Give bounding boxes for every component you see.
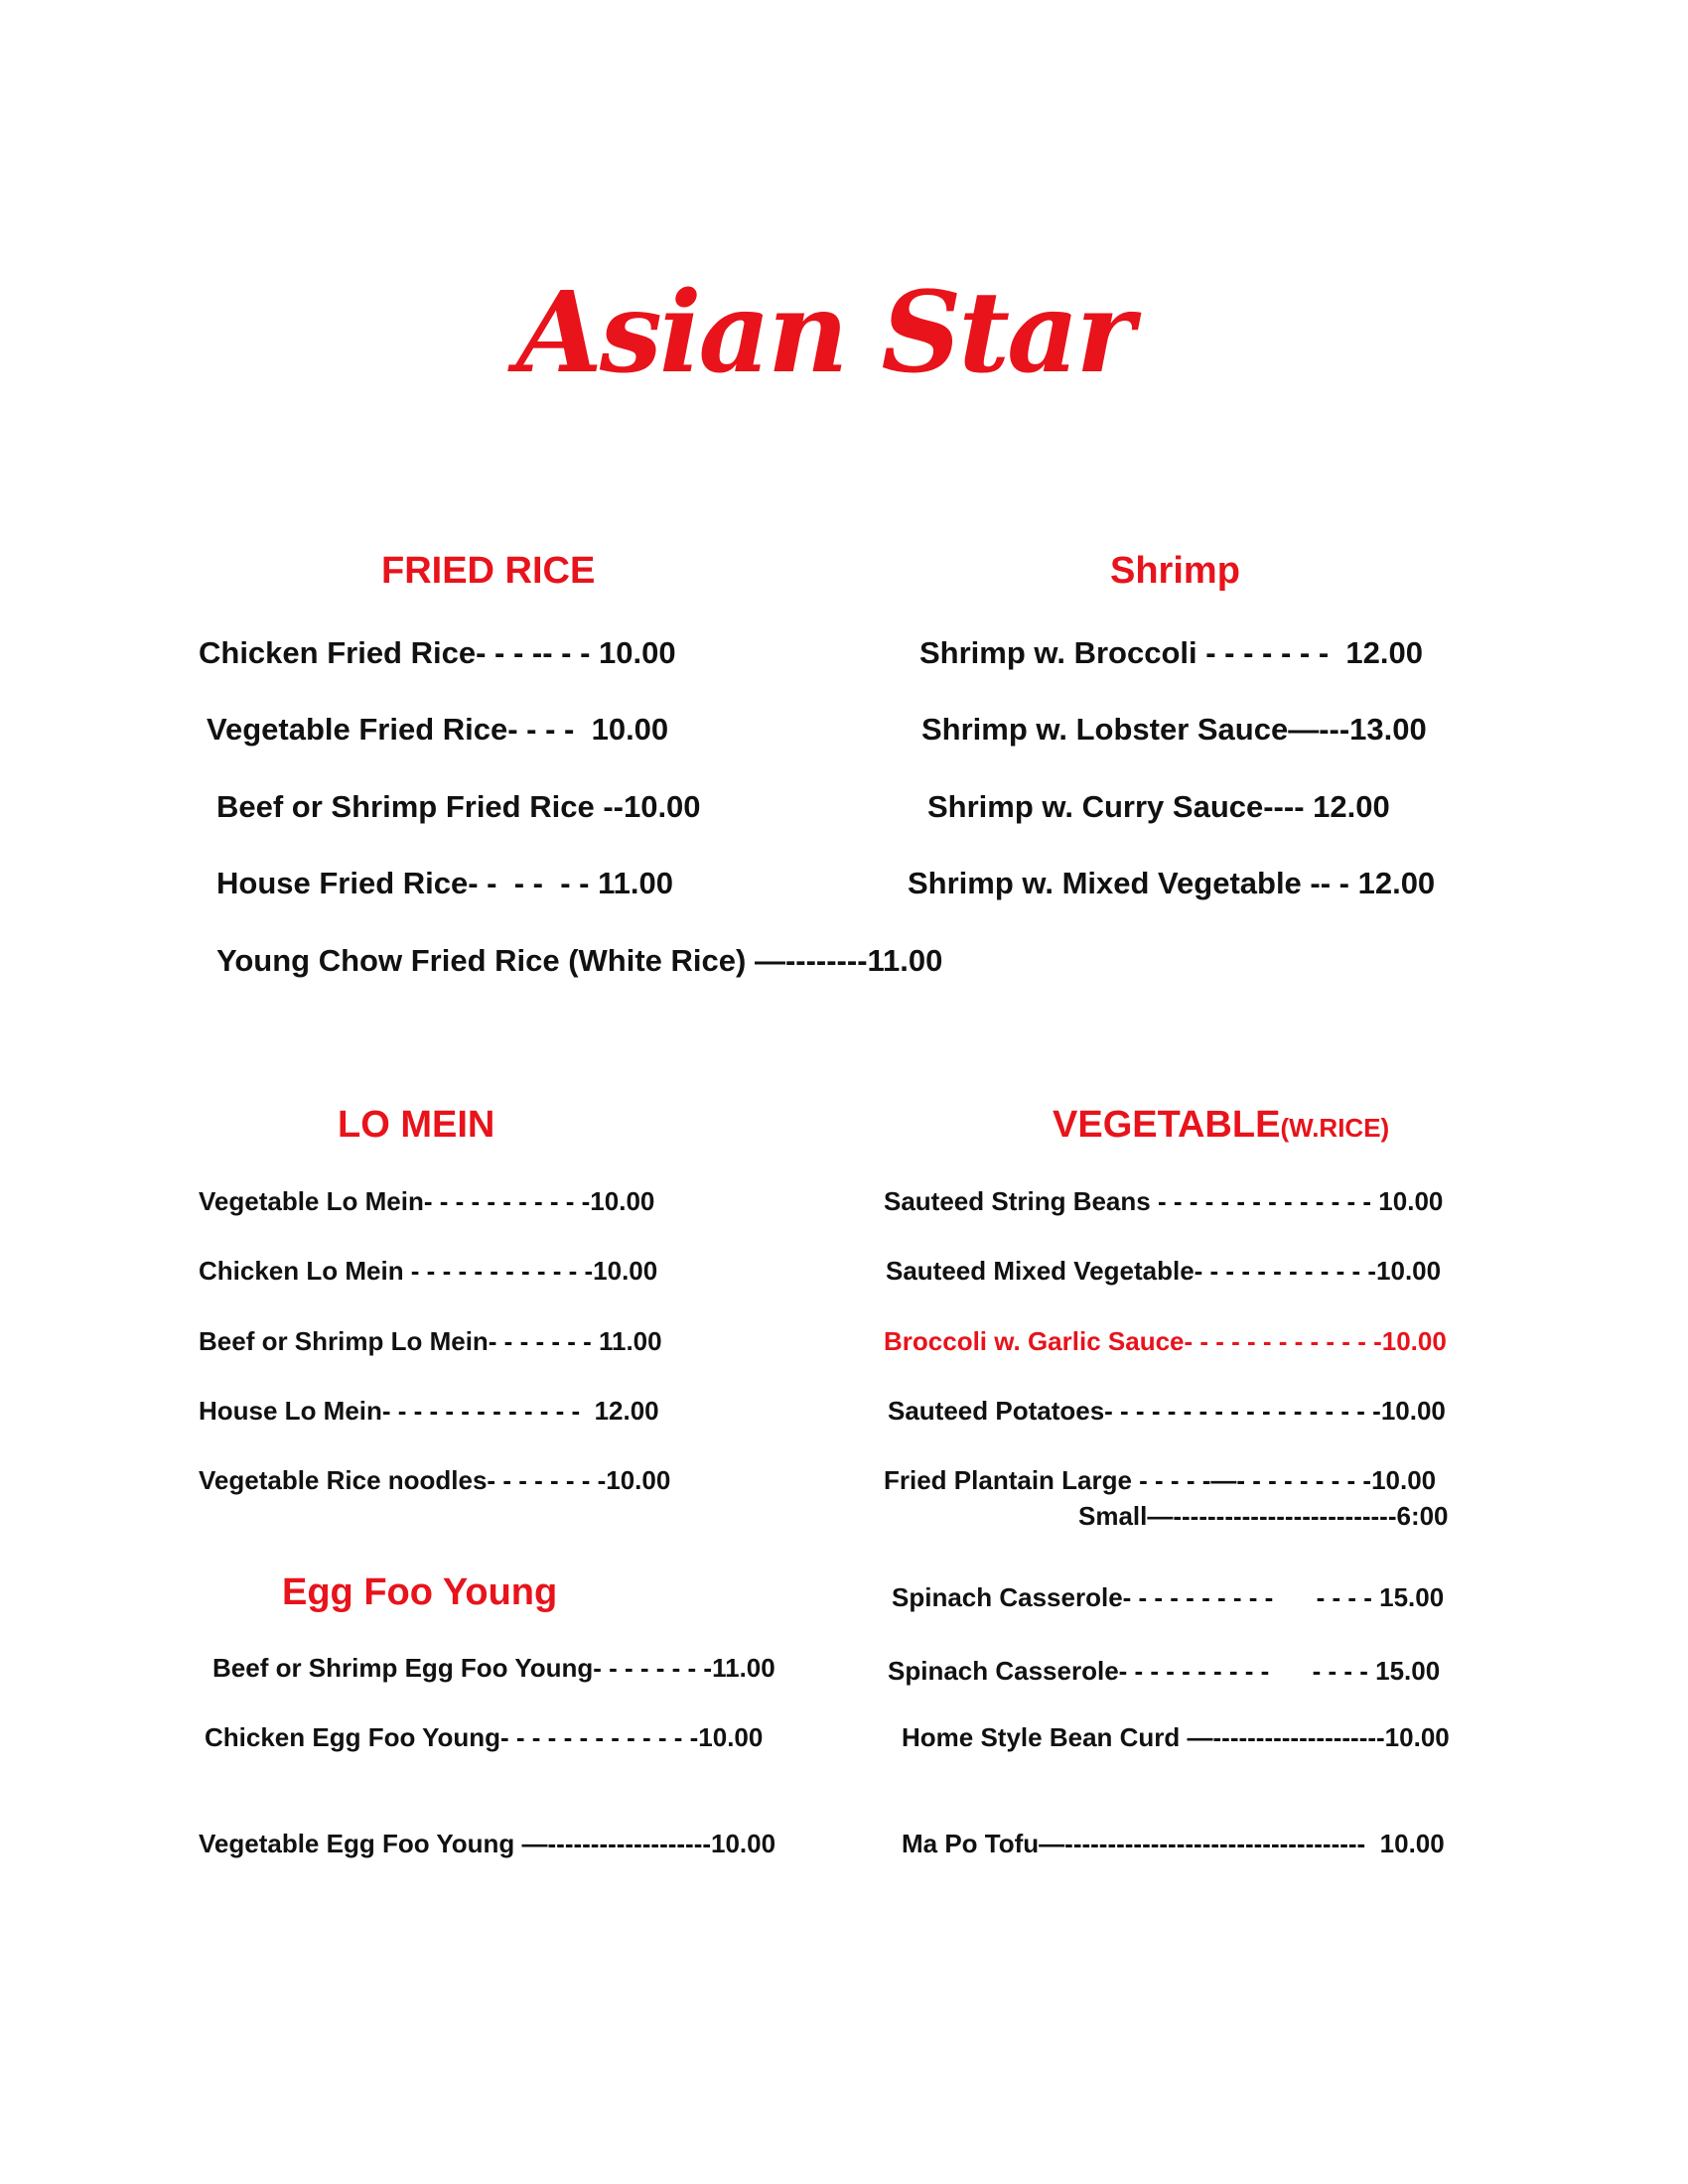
menu-item: Beef or Shrimp Fried Rice --10.00 (216, 789, 701, 824)
menu-item: Shrimp w. Lobster Sauce—---13.00 (921, 712, 1427, 747)
menu-item-highlighted: Broccoli w. Garlic Sauce- - - - - - - - - - - - -10.00 (884, 1326, 1447, 1356)
shrimp-heading: Shrimp (1110, 550, 1240, 592)
menu-item: Sauteed Potatoes- - - - - - - - - - - - - - - - - -10.00 (888, 1396, 1446, 1426)
menu-item: Chicken Lo Mein - - - - - - - - - - - -10.00 (199, 1256, 658, 1286)
menu-item: Fried Plantain Large - - - - -—- - - - - - - - -10.00 (884, 1465, 1437, 1495)
menu-item: Spinach Casserole- - - - - - - - - - - - - - 15.00 (888, 1656, 1441, 1686)
menu-item: Spinach Casserole- - - - - - - - - - - - - - 15.00 (892, 1582, 1445, 1612)
menu-item: Small—--------------------------6:00 (1078, 1501, 1449, 1531)
vegetable-heading: VEGETABLE(W.RICE) (1053, 1104, 1390, 1146)
menu-item: Vegetable Rice noodles- - - - - - - -10.00 (199, 1465, 671, 1495)
menu-item: Sauteed String Beans - - - - - - - - - - - - - - 10.00 (884, 1186, 1444, 1216)
menu-item: Vegetable Lo Mein- - - - - - - - - - -10.00 (199, 1186, 655, 1216)
fried-rice-heading: FRIED RICE (381, 550, 596, 592)
menu-item: Vegetable Egg Foo Young —-------------------10.00 (199, 1829, 776, 1858)
menu-item: Vegetable Fried Rice- - - - 10.00 (207, 712, 669, 747)
restaurant-title: Asian Star (516, 268, 1132, 398)
menu-item: House Fried Rice- - - - - - 11.00 (216, 866, 673, 900)
menu-item: Shrimp w. Curry Sauce---- 12.00 (927, 789, 1390, 824)
menu-item: Beef or Shrimp Egg Foo Young- - - - - - - -11.00 (212, 1653, 775, 1683)
egg-foo-young-heading: Egg Foo Young (282, 1571, 558, 1613)
menu-item: Shrimp w. Broccoli - - - - - - - 12.00 (919, 635, 1423, 670)
lo-mein-heading: LO MEIN (338, 1104, 495, 1146)
menu-item: Home Style Bean Curd —--------------------10.00 (902, 1722, 1450, 1752)
menu-item: Young Chow Fried Rice (White Rice) —--------11.00 (216, 943, 943, 978)
menu-item: Shrimp w. Mixed Vegetable -- - 12.00 (908, 866, 1436, 900)
menu-item: Chicken Fried Rice- - - -- - - 10.00 (199, 635, 676, 670)
menu-item: Ma Po Tofu—----------------------------------- 10.00 (902, 1829, 1445, 1858)
menu-item: Chicken Egg Foo Young- - - - - - - - - - - - -10.00 (205, 1722, 764, 1752)
menu-item: Sauteed Mixed Vegetable- - - - - - - - - - - -10.00 (886, 1256, 1442, 1286)
menu-item: Beef or Shrimp Lo Mein- - - - - - - 11.00 (199, 1326, 662, 1356)
menu-item: House Lo Mein- - - - - - - - - - - - - 12.00 (199, 1396, 659, 1426)
